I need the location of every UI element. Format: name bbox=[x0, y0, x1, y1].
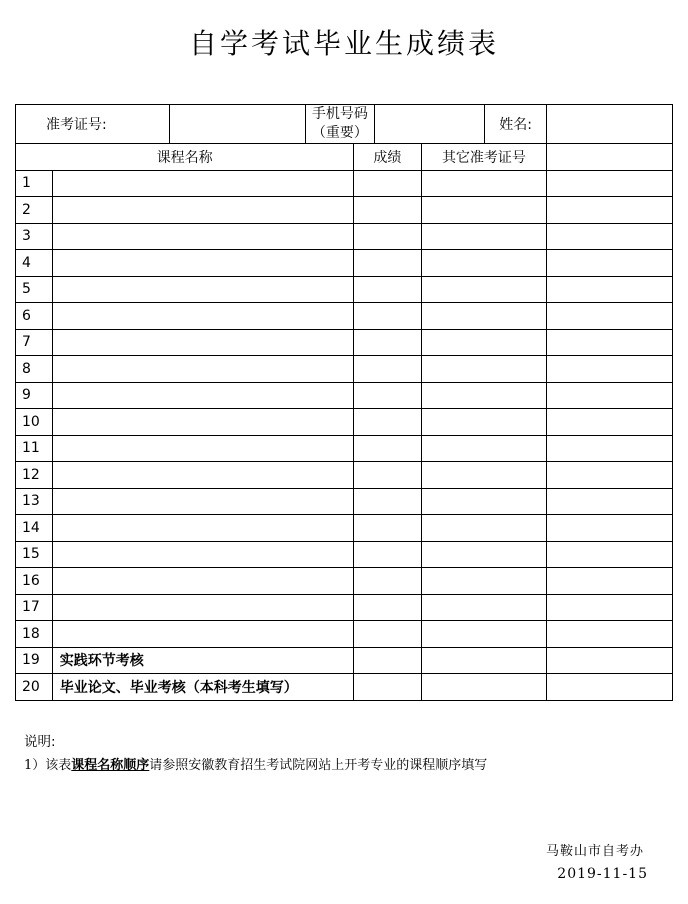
row-number: 1 bbox=[16, 170, 53, 197]
other-id-cell[interactable] bbox=[421, 197, 547, 224]
row-number: 16 bbox=[16, 568, 53, 595]
extra-cell[interactable] bbox=[547, 568, 673, 595]
extra-cell[interactable] bbox=[547, 515, 673, 542]
table-row bbox=[16, 303, 673, 330]
other-id-cell[interactable] bbox=[421, 223, 547, 250]
row-number: 3 bbox=[16, 223, 53, 250]
row-number: 6 bbox=[16, 303, 53, 330]
other-id-cell[interactable] bbox=[421, 541, 547, 568]
note-line-1 bbox=[24, 754, 487, 773]
exam-id-field[interactable] bbox=[170, 105, 306, 144]
table-row bbox=[16, 382, 673, 409]
other-id-cell[interactable] bbox=[421, 568, 547, 595]
row-number: 4 bbox=[16, 250, 53, 277]
row-number: 10 bbox=[16, 409, 53, 436]
course-name-cell[interactable] bbox=[52, 223, 353, 250]
table-row bbox=[16, 197, 673, 224]
phone-label-line2: （重要） bbox=[311, 125, 368, 141]
course-name-cell[interactable] bbox=[52, 197, 353, 224]
table-row bbox=[16, 647, 673, 674]
table-row bbox=[16, 170, 673, 197]
table-row bbox=[16, 250, 673, 277]
row-number: 13 bbox=[16, 488, 53, 515]
score-cell[interactable] bbox=[354, 303, 421, 330]
score-cell[interactable] bbox=[354, 647, 421, 674]
table-row bbox=[16, 329, 673, 356]
notes-section bbox=[24, 730, 487, 773]
table-row bbox=[16, 621, 673, 648]
row-number: 5 bbox=[16, 276, 53, 303]
score-cell[interactable] bbox=[354, 223, 421, 250]
course-name-cell[interactable] bbox=[52, 515, 353, 542]
other-id-cell[interactable] bbox=[421, 488, 547, 515]
course-name-cell[interactable] bbox=[52, 488, 353, 515]
extra-cell[interactable] bbox=[547, 409, 673, 436]
extra-cell[interactable] bbox=[547, 250, 673, 277]
extra-cell[interactable] bbox=[547, 488, 673, 515]
course-name-cell[interactable] bbox=[52, 329, 353, 356]
score-cell[interactable] bbox=[354, 435, 421, 462]
other-id-cell[interactable] bbox=[421, 250, 547, 277]
other-id-cell[interactable] bbox=[421, 435, 547, 462]
score-cell[interactable] bbox=[354, 409, 421, 436]
other-id-cell[interactable] bbox=[421, 621, 547, 648]
course-name-cell[interactable] bbox=[52, 409, 353, 436]
course-name-cell[interactable] bbox=[52, 568, 353, 595]
row-number: 12 bbox=[16, 462, 53, 489]
extra-cell[interactable] bbox=[547, 382, 673, 409]
row-number: 15 bbox=[16, 541, 53, 568]
phone-label-line1: 手机号码 bbox=[311, 106, 368, 122]
course-name-cell[interactable] bbox=[52, 276, 353, 303]
row-number: 20 bbox=[16, 674, 53, 701]
row-number: 14 bbox=[16, 515, 53, 542]
extra-cell[interactable] bbox=[547, 170, 673, 197]
other-id-cell[interactable] bbox=[421, 647, 547, 674]
extra-cell[interactable] bbox=[547, 329, 673, 356]
course-name-cell[interactable] bbox=[52, 250, 353, 277]
table-row bbox=[16, 462, 673, 489]
score-column-header: 成绩 bbox=[354, 144, 421, 171]
extra-cell[interactable] bbox=[547, 541, 673, 568]
score-cell[interactable] bbox=[354, 621, 421, 648]
row-number: 17 bbox=[16, 594, 53, 621]
other-id-cell[interactable] bbox=[421, 356, 547, 383]
column-header-row bbox=[16, 144, 673, 171]
score-cell[interactable] bbox=[354, 674, 421, 701]
other-id-column-header: 其它准考证号 bbox=[421, 144, 547, 171]
course-name-cell[interactable] bbox=[52, 303, 353, 330]
score-cell[interactable] bbox=[354, 541, 421, 568]
course-name-cell[interactable] bbox=[52, 170, 353, 197]
course-name-cell[interactable] bbox=[52, 382, 353, 409]
score-cell[interactable] bbox=[354, 462, 421, 489]
name-field[interactable] bbox=[547, 105, 673, 144]
table-row bbox=[16, 356, 673, 383]
extra-cell[interactable] bbox=[547, 462, 673, 489]
score-cell[interactable] bbox=[354, 197, 421, 224]
table-row bbox=[16, 276, 673, 303]
exam-id-label: 准考证号: bbox=[16, 105, 170, 144]
phone-field[interactable] bbox=[374, 105, 484, 144]
extra-cell[interactable] bbox=[547, 594, 673, 621]
table-body bbox=[16, 170, 673, 700]
course-name-cell[interactable]: 实践环节考核 bbox=[52, 647, 353, 674]
table-row bbox=[16, 409, 673, 436]
extra-cell[interactable] bbox=[547, 674, 673, 701]
extra-cell[interactable] bbox=[547, 647, 673, 674]
course-name-cell[interactable] bbox=[52, 541, 353, 568]
table-row bbox=[16, 541, 673, 568]
phone-label bbox=[306, 105, 374, 144]
other-id-cell[interactable] bbox=[421, 329, 547, 356]
course-name-cell[interactable] bbox=[52, 356, 353, 383]
page-title: 自学考试毕业生成绩表 bbox=[188, 27, 499, 60]
extra-column-header bbox=[547, 144, 673, 171]
table-row bbox=[16, 515, 673, 542]
extra-cell[interactable] bbox=[547, 435, 673, 462]
extra-cell[interactable] bbox=[547, 621, 673, 648]
table-row bbox=[16, 223, 673, 250]
extra-cell[interactable] bbox=[547, 276, 673, 303]
score-cell[interactable] bbox=[354, 250, 421, 277]
extra-cell[interactable] bbox=[547, 356, 673, 383]
other-id-cell[interactable] bbox=[421, 382, 547, 409]
course-name-cell[interactable]: 毕业论文、毕业考核（本科考生填写） bbox=[52, 674, 353, 701]
score-cell[interactable] bbox=[354, 356, 421, 383]
score-cell[interactable] bbox=[354, 568, 421, 595]
course-name-cell[interactable] bbox=[52, 621, 353, 648]
table-row bbox=[16, 435, 673, 462]
other-id-cell[interactable] bbox=[421, 276, 547, 303]
other-id-cell[interactable] bbox=[421, 462, 547, 489]
row-number: 7 bbox=[16, 329, 53, 356]
extra-cell[interactable] bbox=[547, 223, 673, 250]
row-number: 18 bbox=[16, 621, 53, 648]
other-id-cell[interactable] bbox=[421, 594, 547, 621]
notes-heading: 说明: bbox=[24, 734, 56, 750]
note-suffix: 请参照安徽教育招生考试院网站上开考专业的课程顺序填写 bbox=[149, 758, 488, 773]
score-cell[interactable] bbox=[354, 382, 421, 409]
score-cell[interactable] bbox=[354, 170, 421, 197]
name-label: 姓名: bbox=[484, 105, 546, 144]
score-cell[interactable] bbox=[354, 515, 421, 542]
note-emphasis: 课程名称顺序 bbox=[71, 758, 150, 773]
other-id-cell[interactable] bbox=[421, 170, 547, 197]
score-cell[interactable] bbox=[354, 329, 421, 356]
course-name-cell[interactable] bbox=[52, 462, 353, 489]
header-row bbox=[16, 105, 673, 144]
row-number: 9 bbox=[16, 382, 53, 409]
row-number: 2 bbox=[16, 197, 53, 224]
other-id-cell[interactable] bbox=[421, 674, 547, 701]
table-row bbox=[16, 488, 673, 515]
course-column-header: 课程名称 bbox=[16, 144, 354, 171]
issuing-office: 马鞍山市自考办 bbox=[545, 844, 644, 859]
other-id-cell[interactable] bbox=[421, 303, 547, 330]
score-cell[interactable] bbox=[354, 594, 421, 621]
other-id-cell[interactable] bbox=[421, 409, 547, 436]
extra-cell[interactable] bbox=[547, 197, 673, 224]
other-id-cell[interactable] bbox=[421, 515, 547, 542]
score-cell[interactable] bbox=[354, 488, 421, 515]
table-row bbox=[16, 674, 673, 701]
extra-cell[interactable] bbox=[547, 303, 673, 330]
score-table bbox=[15, 104, 673, 701]
row-number: 8 bbox=[16, 356, 53, 383]
course-name-cell[interactable] bbox=[52, 435, 353, 462]
table-row bbox=[16, 568, 673, 595]
row-number: 11 bbox=[16, 435, 53, 462]
score-cell[interactable] bbox=[354, 276, 421, 303]
row-number: 19 bbox=[16, 647, 53, 674]
note-prefix: 1）该表 bbox=[24, 758, 72, 773]
course-name-cell[interactable] bbox=[52, 594, 353, 621]
table-row bbox=[16, 594, 673, 621]
issue-date: 2019-11-15 bbox=[557, 866, 648, 882]
